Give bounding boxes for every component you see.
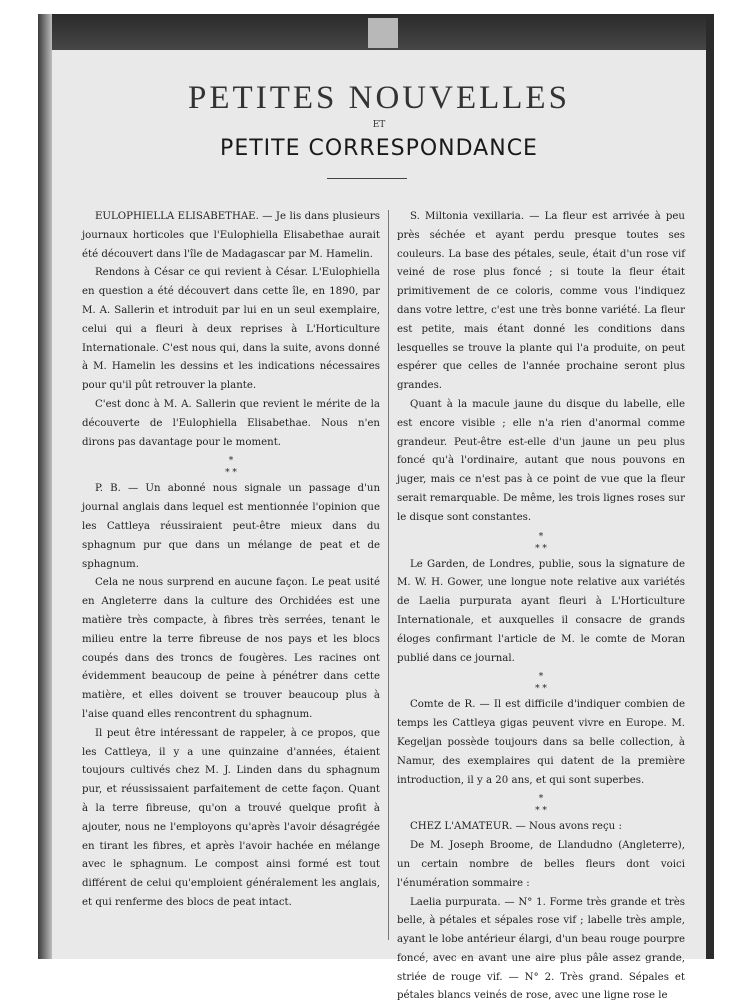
asterism: * [397, 670, 685, 684]
paragraph: Cela ne nous surprend en aucune façon. Le peat usité en Angleterre dans la culture des Orchidées est une matière très compacte, à fibres très serrées, tenant le milieu entre la terre fibreuse de nos pays et les blocs coupés dans des troncs de fougères. Les racines ont évidemment beaucoup de peine à pénétrer dans cette matière, et elles doivent se trouver beaucoup plus à l'aise quand elles rencontrent du sphagnum. [82, 574, 380, 724]
paragraph: Le Garden, de Londres, publie, sous la signature de M. W. H. Gower, une longue note relative aux variétés de Laelia purpurata ayant fleuri à L'Horticulture Internationale, et auxquelles il consacre de grands éloges confirmant l'article de M. le comte de Moran publié dans ce journal. [397, 556, 685, 669]
scan-background-left [38, 14, 52, 959]
paragraph: P. B. — Un abonné nous signale un passage d'un journal anglais dans lequel est mentionnée l'opinion que les Cattleya réussiraient peut-être mieux dans du sphagnum pur que dans un mélange de peat et de sphagnum. [82, 480, 380, 574]
paragraph: C'est donc à M. A. Sallerin que revient le mérite de la découverte de l'Eulophiella Elisabethae. Nous n'en dirons pas davantage pour le moment. [82, 396, 380, 452]
paragraph: EULOPHIELLA ELISABETHAE. — Je lis dans plusieurs journaux horticoles que l'Eulophiella Elisabethae aurait été découvert dans l'île de Madagascar par M. Hamelin. [82, 208, 380, 264]
asterism: * * [397, 544, 685, 554]
column-divider [388, 210, 389, 940]
scan-background-right [706, 14, 714, 959]
paragraph: Comte de R. — Il est difficile d'indiquer combien de temps les Cattleya gigas peuvent vivre en Europe. M. Kegeljan possède toujours dans sa belle collection, à Namur, des exemplaires qui datent de la première introduction, il y a 20 ans, et qui sont superbes. [397, 696, 685, 790]
paragraph: S. Miltonia vexillaria. — La fleur est arrivée à peu près séchée et ayant perdu presque toutes ses couleurs. La base des pétales, seule, était d'un rose vif veiné de rose plus foncé ; si toute la fleur était primitivement de ce coloris, comme vous l'indiquez dans votre lettre, c'est une très bonne variété. La fleur est petite, mais étant donné les conditions dans lesquelles se trouve la plante qui l'a produite, on peut espérer que celles de l'année prochaine seront plus grandes. [397, 208, 685, 396]
asterism: * [82, 454, 380, 468]
paragraph: Quant à la macule jaune du disque du labelle, elle est encore visible ; elle n'a rien d'anormal comme grandeur. Peut-être est-elle d'un jaune un peu plus foncé qu'à l'ordinaire, autant que nous pouvons en juger, mais ce n'est pas à ce point de vue que la fleur serait remarquable. De même, les trois lignes roses sur le disque sont constantes. [397, 396, 685, 528]
asterism: * [397, 530, 685, 544]
right-column [397, 208, 685, 948]
page-title: PETITES NOUVELLES [52, 80, 706, 117]
asterism: * * [397, 684, 685, 694]
asterism: * * [397, 806, 685, 816]
asterism: * [397, 792, 685, 806]
page [52, 50, 706, 959]
scan-tab [368, 18, 398, 48]
title-conjunction: ET [52, 120, 706, 130]
paragraph: Laelia purpurata. — N° 1. Forme très grande et très belle, à pétales et sépales rose vif ; labelle très ample, ayant le lobe antérieur élargi, d'un beau rouge pourpre foncé, avec en avant une aire plus pâle assez grande, striée de rouge vif. — N° 2. Très grand. Sépales et pétales blancs veinés de rose, avec une ligne rose le [397, 894, 685, 1006]
paragraph: CHEZ L'AMATEUR. — Nous avons reçu : [397, 818, 685, 837]
paragraph: Il peut être intéressant de rappeler, à ce propos, que les Cattleya, il y a une quinzaine d'années, étaient toujours cultivés chez M. J. Linden dans du sphagnum pur, et réussissaient parfaitement de cette façon. Quant à la terre fibreuse, qu'on a trouvé quelque profit à ajouter, nous ne l'employons qu'après l'avoir désagrégée en tirant les fibres, et après l'avoir hachée en mélange avec le sphagnum. Le compost ainsi formé est tout différent de celui qu'emploient généralement les anglais, et qui renferme des blocs de peat intact. [82, 725, 380, 913]
paragraph: Rendons à César ce qui revient à César. L'Eulophiella en question a été découvert dans cette île, en 1890, par M. A. Sallerin et introduit par lui en un seul exemplaire, celui qui a fleuri à deux reprises à L'Horticulture Internationale. C'est nous qui, dans la suite, avons donné à M. Hamelin les dessins et les indications nécessaires pour qu'il pût retrouver la plante. [82, 264, 380, 396]
page-subtitle: PETITE CORRESPONDANCE [52, 136, 706, 161]
left-column [82, 208, 380, 948]
title-rule [327, 178, 407, 179]
scan-background-top [38, 14, 711, 54]
paragraph: De M. Joseph Broome, de Llandudno (Angleterre), un certain nombre de belles fleurs dont voici l'énumération sommaire : [397, 837, 685, 893]
asterism: * * [82, 468, 380, 478]
